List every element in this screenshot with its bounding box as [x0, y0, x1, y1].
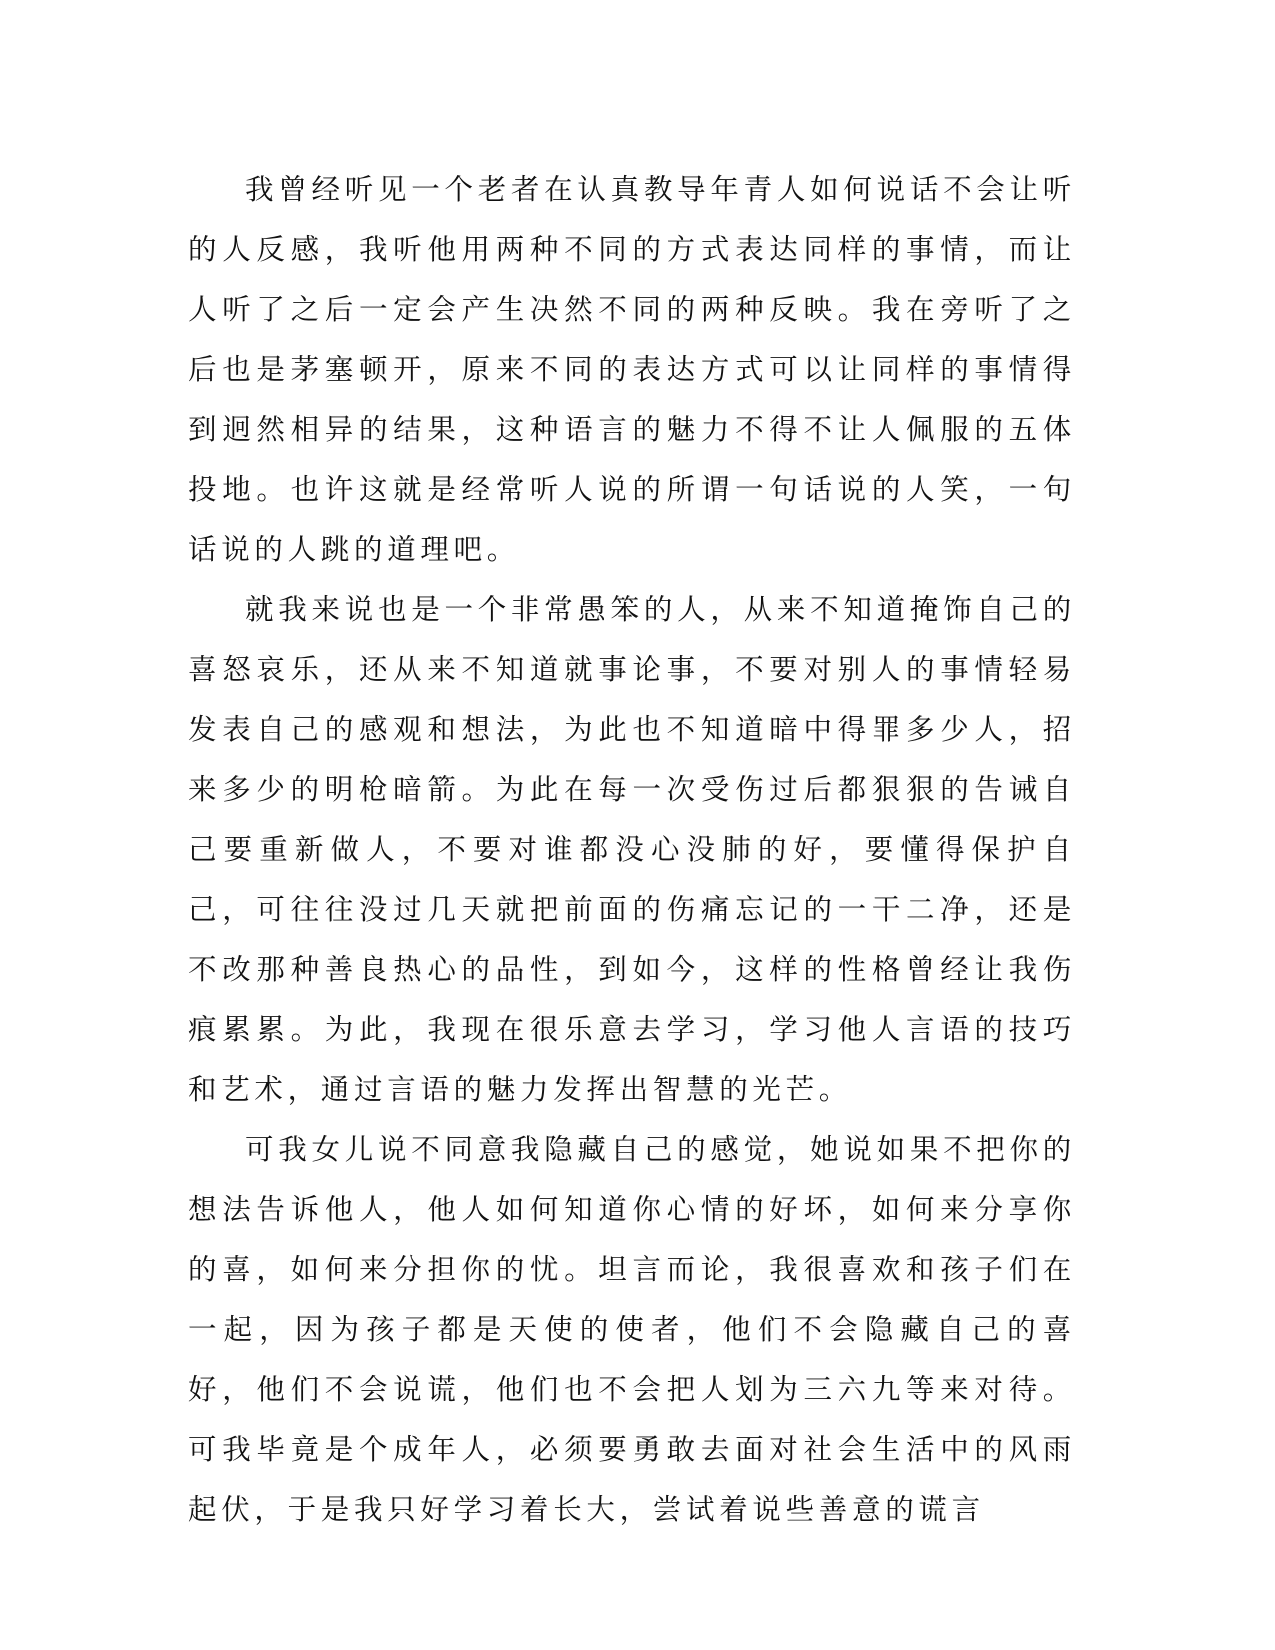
- document-body: [188, 160, 1076, 1540]
- paragraph-2: 就我来说也是一个非常愚笨的人，从来不知道掩饰自己的喜怒哀乐，还从来不知道就事论事，不要对别人的事情轻易发表自己的感观和想法，为此也不知道暗中得罪多少人，招来多少的明枪暗箭。为此在每一次受伤过后都狠狠的告诫自己要重新做人，不要对谁都没心没肺的好，要懂得保护自己，可往往没过几天就把前面的伤痛忘记的一干二净，还是不改那种善良热心的品性，到如今，这样的性格曾经让我伤痕累累。为此，我现在很乐意去学习，学习他人言语的技巧和艺术，通过言语的魅力发挥出智慧的光芒。: [188, 593, 1076, 1106]
- paragraph-3: 可我女儿说不同意我隐藏自己的感觉，她说如果不把你的想法告诉他人，他人如何知道你心情的好坏，如何来分享你的喜，如何来分担你的忧。坦言而论，我很喜欢和孩子们在一起，因为孩子都是天使的使者，他们不会隐藏自己的喜好，他们不会说谎，他们也不会把人划为三六九等来对待。可我毕竟是个成年人，必须要勇敢去面对社会生活中的风雨起伏，于是我只好学习着长大，尝试着说些善意的谎言: [188, 1133, 1076, 1526]
- paragraph-1: 我曾经听见一个老者在认真教导年青人如何说话不会让听的人反感，我听他用两种不同的方式表达同样的事情，而让人听了之后一定会产生决然不同的两种反映。我在旁听了之后也是茅塞顿开，原来不同的表达方式可以让同样的事情得到迥然相异的结果，这种语言的魅力不得不让人佩服的五体投地。也许这就是经常听人说的所谓一句话说的人笑，一句话说的人跳的道理吧。: [188, 173, 1076, 566]
